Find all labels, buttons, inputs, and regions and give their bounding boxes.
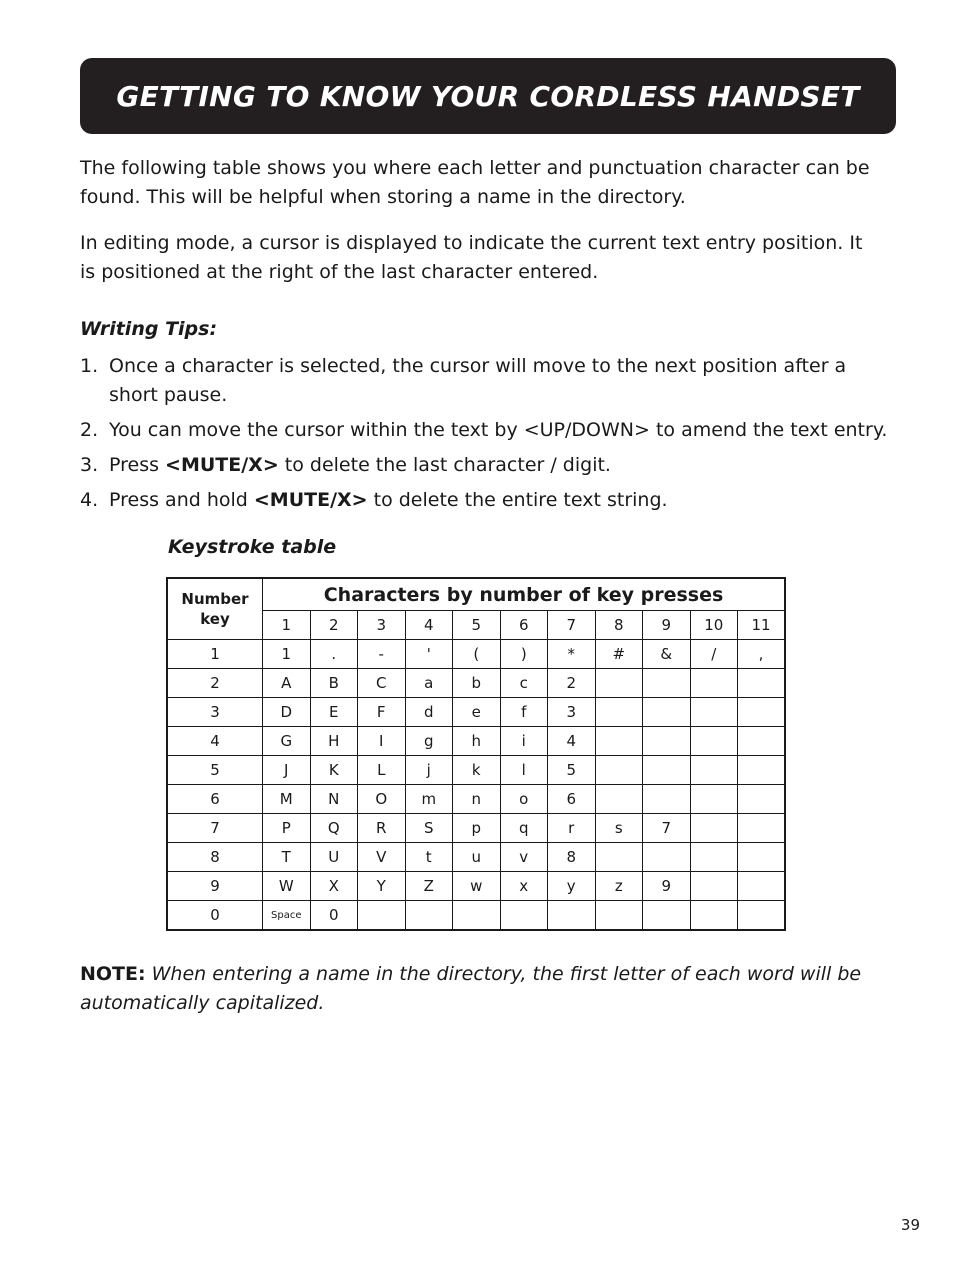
character-cell <box>643 843 691 872</box>
character-cell: r <box>548 814 596 843</box>
press-count-header: 8 <box>595 611 643 640</box>
character-cell <box>595 756 643 785</box>
character-cell: 3 <box>548 698 596 727</box>
character-cell: 8 <box>548 843 596 872</box>
press-count-header: 1 <box>263 611 311 640</box>
character-cell: F <box>358 698 406 727</box>
character-cell: O <box>358 785 406 814</box>
character-cell: , <box>738 640 786 669</box>
keystroke-table <box>166 577 786 931</box>
tip-text: Press and hold <MUTE/X> to delete the entire text string. <box>109 489 668 511</box>
character-cell <box>643 785 691 814</box>
character-cell: / <box>690 640 738 669</box>
tip-text: Press <MUTE/X> to delete the last character / digit. <box>109 454 611 476</box>
character-cell <box>738 814 786 843</box>
character-cell: 7 <box>643 814 691 843</box>
table-row <box>167 640 785 669</box>
table-row <box>167 901 785 931</box>
number-key-cell: 9 <box>167 872 263 901</box>
character-cell: d <box>405 698 453 727</box>
tip-item <box>80 352 890 410</box>
character-cell: & <box>643 640 691 669</box>
character-cell: 5 <box>548 756 596 785</box>
character-cell: e <box>453 698 501 727</box>
character-cell: L <box>358 756 406 785</box>
number-key-cell: 8 <box>167 843 263 872</box>
character-cell: Z <box>405 872 453 901</box>
press-count-header: 10 <box>690 611 738 640</box>
page-number: 39 <box>900 1216 920 1234</box>
character-cell: ( <box>453 640 501 669</box>
page-header-banner <box>80 58 896 134</box>
character-cell <box>738 872 786 901</box>
character-cell: y <box>548 872 596 901</box>
note-text: When entering a name in the directory, the first letter of each word will be automatically capitalized. <box>80 963 862 1014</box>
character-cell: H <box>310 727 358 756</box>
character-cell <box>690 843 738 872</box>
character-cell <box>690 669 738 698</box>
character-cell <box>738 669 786 698</box>
character-cell: ' <box>405 640 453 669</box>
press-count-header: 3 <box>358 611 406 640</box>
character-cell: M <box>263 785 311 814</box>
press-count-header: 11 <box>738 611 786 640</box>
character-cell: q <box>500 814 548 843</box>
tip-item <box>80 486 890 515</box>
note-paragraph <box>80 960 880 1018</box>
press-count-header: 9 <box>643 611 691 640</box>
press-count-header: 2 <box>310 611 358 640</box>
character-cell: U <box>310 843 358 872</box>
character-cell: ) <box>500 640 548 669</box>
character-cell <box>548 901 596 931</box>
character-cell <box>643 669 691 698</box>
character-cell <box>690 872 738 901</box>
character-cell: k <box>453 756 501 785</box>
character-cell: w <box>453 872 501 901</box>
writing-tips-heading: Writing Tips: <box>80 318 218 340</box>
tip-text: You can move the cursor within the text by <UP/DOWN> to amend the text entry. <box>109 419 888 441</box>
mute-key-label: <MUTE/X> <box>253 489 368 511</box>
character-cell: D <box>263 698 311 727</box>
character-cell: B <box>310 669 358 698</box>
character-cell <box>595 669 643 698</box>
character-cell: J <box>263 756 311 785</box>
character-cell: t <box>405 843 453 872</box>
table-row <box>167 843 785 872</box>
character-cell: 2 <box>548 669 596 698</box>
character-cell <box>358 901 406 931</box>
character-cell <box>453 901 501 931</box>
character-cell: V <box>358 843 406 872</box>
page-title: GETTING TO KNOW YOUR CORDLESS HANDSET <box>116 79 860 113</box>
character-cell: I <box>358 727 406 756</box>
character-cell: C <box>358 669 406 698</box>
character-cell: u <box>453 843 501 872</box>
press-count-header: 5 <box>453 611 501 640</box>
key-presses-header: Characters by number of key presses <box>263 578 786 611</box>
character-cell: g <box>405 727 453 756</box>
number-key-cell: 6 <box>167 785 263 814</box>
character-cell: X <box>310 872 358 901</box>
writing-tips-list <box>80 352 890 521</box>
number-key-cell: 2 <box>167 669 263 698</box>
character-cell: n <box>453 785 501 814</box>
character-cell: a <box>405 669 453 698</box>
character-cell <box>690 698 738 727</box>
character-cell <box>643 756 691 785</box>
table-row <box>167 785 785 814</box>
character-cell: - <box>358 640 406 669</box>
table-row <box>167 814 785 843</box>
character-cell: S <box>405 814 453 843</box>
character-cell <box>738 756 786 785</box>
tip-item <box>80 416 890 445</box>
tip-item <box>80 451 890 480</box>
character-cell: A <box>263 669 311 698</box>
character-cell <box>738 901 786 931</box>
character-cell: * <box>548 640 596 669</box>
character-cell: E <box>310 698 358 727</box>
character-cell <box>595 785 643 814</box>
character-cell: x <box>500 872 548 901</box>
mute-key-label: <MUTE/X> <box>165 454 279 476</box>
character-cell <box>738 843 786 872</box>
number-key-cell: 1 <box>167 640 263 669</box>
keystroke-table-caption: Keystroke table <box>168 536 337 558</box>
character-cell <box>690 901 738 931</box>
character-cell: G <box>263 727 311 756</box>
character-cell: f <box>500 698 548 727</box>
tip-number: 4. <box>80 489 99 511</box>
press-count-header: 4 <box>405 611 453 640</box>
character-cell: 1 <box>263 640 311 669</box>
character-cell <box>595 727 643 756</box>
character-cell: 6 <box>548 785 596 814</box>
character-cell: 4 <box>548 727 596 756</box>
number-key-cell: 3 <box>167 698 263 727</box>
character-cell: 0 <box>310 901 358 931</box>
intro-paragraph-2: In editing mode, a cursor is displayed to indicate the current text entry position. It is positioned at the right of the last character entered. <box>80 232 863 283</box>
character-cell <box>643 727 691 756</box>
character-cell <box>738 785 786 814</box>
intro-paragraph-1: The following table shows you where each letter and punctuation character can be found. This will be helpful when storing a name in the directory. <box>80 157 870 208</box>
character-cell: T <box>263 843 311 872</box>
press-count-header: 6 <box>500 611 548 640</box>
character-cell: . <box>310 640 358 669</box>
character-cell: o <box>500 785 548 814</box>
number-key-cell: 5 <box>167 756 263 785</box>
tip-number: 1. <box>80 355 99 377</box>
character-cell <box>595 843 643 872</box>
table-row <box>167 756 785 785</box>
character-cell: h <box>453 727 501 756</box>
character-cell: i <box>500 727 548 756</box>
character-cell: Q <box>310 814 358 843</box>
table-row <box>167 698 785 727</box>
character-cell: z <box>595 872 643 901</box>
keystroke-table-body <box>167 640 785 931</box>
number-key-header: Number key <box>167 578 263 640</box>
character-cell: m <box>405 785 453 814</box>
character-cell: K <box>310 756 358 785</box>
tip-text: Once a character is selected, the cursor will move to the next position after a short pause. <box>109 355 847 406</box>
character-cell: # <box>595 640 643 669</box>
number-key-cell: 7 <box>167 814 263 843</box>
character-cell: l <box>500 756 548 785</box>
character-cell <box>405 901 453 931</box>
character-cell <box>690 785 738 814</box>
number-key-cell: 0 <box>167 901 263 931</box>
character-cell: W <box>263 872 311 901</box>
table-row <box>167 669 785 698</box>
character-cell: Space <box>263 901 311 931</box>
character-cell: j <box>405 756 453 785</box>
character-cell: N <box>310 785 358 814</box>
table-row <box>167 872 785 901</box>
press-count-header: 7 <box>548 611 596 640</box>
number-key-cell: 4 <box>167 727 263 756</box>
table-row <box>167 727 785 756</box>
character-cell <box>595 698 643 727</box>
character-cell: R <box>358 814 406 843</box>
character-cell: p <box>453 814 501 843</box>
character-cell: s <box>595 814 643 843</box>
character-cell <box>500 901 548 931</box>
character-cell <box>738 727 786 756</box>
character-cell: 9 <box>643 872 691 901</box>
tip-number: 2. <box>80 419 99 441</box>
character-cell: b <box>453 669 501 698</box>
character-cell: c <box>500 669 548 698</box>
character-cell <box>595 901 643 931</box>
character-cell <box>738 698 786 727</box>
character-cell: P <box>263 814 311 843</box>
character-cell <box>690 727 738 756</box>
character-cell: Y <box>358 872 406 901</box>
character-cell <box>690 756 738 785</box>
note-label: NOTE: <box>80 963 146 985</box>
character-cell <box>690 814 738 843</box>
character-cell: v <box>500 843 548 872</box>
character-cell <box>643 698 691 727</box>
tip-number: 3. <box>80 454 99 476</box>
character-cell <box>643 901 691 931</box>
